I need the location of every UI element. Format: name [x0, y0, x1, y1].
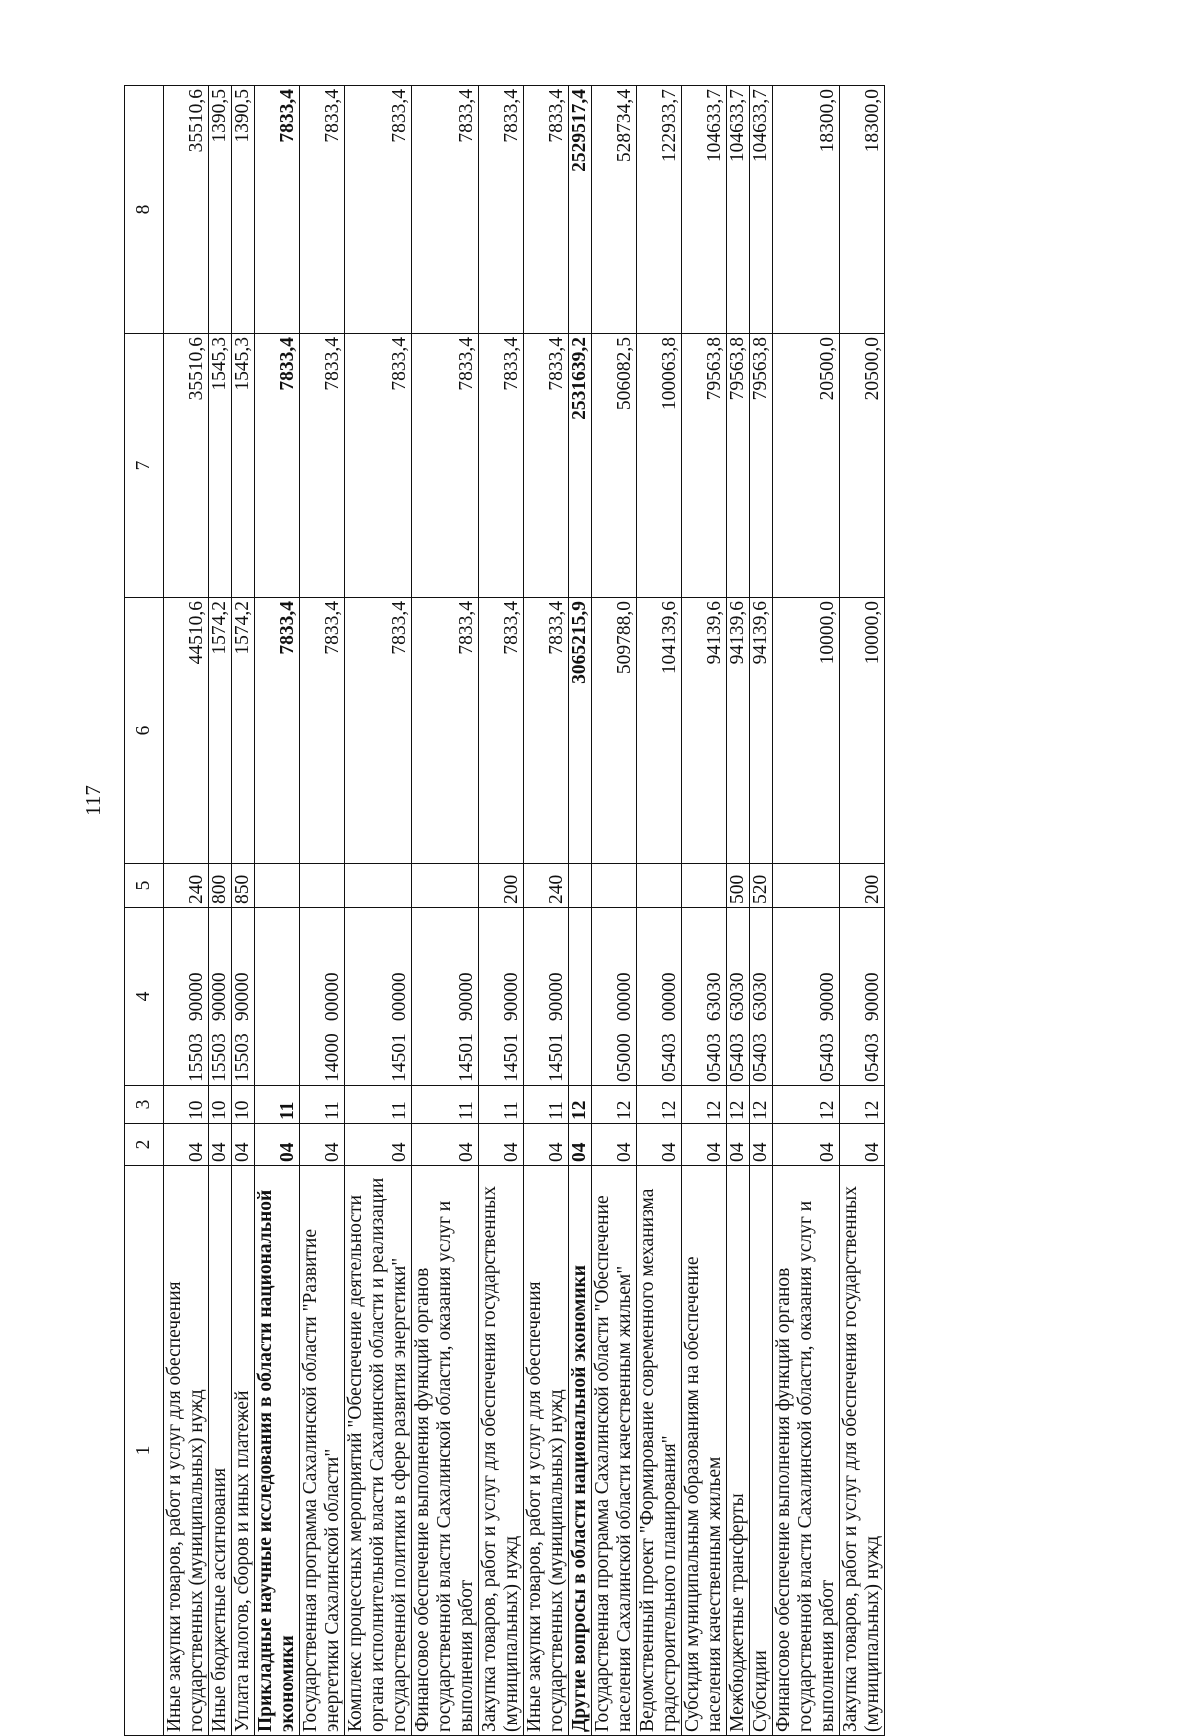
target-article-cell: [637, 908, 682, 1086]
target-article-program: 05000: [614, 1033, 635, 1082]
target-article-program: 15503: [232, 1033, 253, 1082]
target-article-program: 14501: [546, 1033, 567, 1082]
subsection-code-cell: 11: [345, 1086, 412, 1124]
row-name-cell: Субсидии: [750, 1166, 773, 1736]
expense-type-cell: [592, 864, 637, 908]
col-header-4: 4: [125, 908, 164, 1086]
amount-col8-cell: 7833,4: [255, 86, 300, 334]
amount-col8-cell: 18300,0: [840, 86, 885, 334]
amount-col7-cell: 7833,4: [524, 334, 569, 598]
table-row: [773, 86, 840, 1736]
row-name-cell: Финансовое обеспечение выполнения функций органов государственной власти Сахалинской области, оказания услуг и выполнения работ: [412, 1166, 479, 1736]
section-code-cell: 04: [479, 1124, 524, 1166]
expense-type-cell: 240: [524, 864, 569, 908]
amount-col7-cell: 506082,5: [592, 334, 637, 598]
amount-col8-cell: 18300,0: [773, 86, 840, 334]
subsection-code-cell: 10: [209, 1086, 232, 1124]
subsection-code-cell: 11: [300, 1086, 345, 1124]
amount-col8-cell: 122933,7: [637, 86, 682, 334]
col-header-3: 3: [125, 1086, 164, 1124]
amount-col7-cell: 7833,4: [300, 334, 345, 598]
expense-type-cell: 200: [479, 864, 524, 908]
expense-type-cell: [682, 864, 727, 908]
target-article-cell: [750, 908, 773, 1086]
row-name-cell: Закупка товаров, работ и услуг для обеспечения государственных (муниципальных) нужд: [479, 1166, 524, 1736]
col-header-8: 8: [125, 86, 164, 334]
section-code-cell: 04: [300, 1124, 345, 1166]
table-row: [209, 86, 232, 1736]
section-code-cell: 04: [412, 1124, 479, 1166]
row-name-cell: Другие вопросы в области национальной экономики: [569, 1166, 592, 1736]
amount-col7-cell: 2531639,2: [569, 334, 592, 598]
target-article-program: 14501: [456, 1033, 477, 1082]
subsection-code-cell: 12: [727, 1086, 750, 1124]
subsection-code-cell: 11: [524, 1086, 569, 1124]
expense-type-cell: [569, 864, 592, 908]
col-header-1: 1: [125, 1166, 164, 1736]
subsection-code-cell: 11: [479, 1086, 524, 1124]
amount-col7-cell: 7833,4: [345, 334, 412, 598]
section-code-cell: 04: [255, 1124, 300, 1166]
col-header-6: 6: [125, 598, 164, 864]
row-name-cell: Закупка товаров, работ и услуг для обеспечения государственных (муниципальных) нужд: [840, 1166, 885, 1736]
target-article-program: 05403: [659, 1033, 680, 1082]
target-article-direction: 90000: [209, 972, 230, 1022]
target-article-cell: [773, 908, 840, 1086]
amount-col6-cell: 7833,4: [479, 598, 524, 864]
amount-col6-cell: 94139,6: [750, 598, 773, 864]
target-article-program: 05403: [704, 1033, 725, 1082]
expense-type-cell: [300, 864, 345, 908]
col-header-2: 2: [125, 1124, 164, 1166]
row-name-cell: Субсидия муниципальным образованиям на обеспечение населения качественным жильем: [682, 1166, 727, 1736]
amount-col8-cell: 7833,4: [479, 86, 524, 334]
subsection-code-cell: 11: [255, 1086, 300, 1124]
subsection-code-cell: 12: [840, 1086, 885, 1124]
amount-col6-cell: 1574,2: [209, 598, 232, 864]
section-code-cell: 04: [592, 1124, 637, 1166]
section-code-cell: 04: [750, 1124, 773, 1166]
amount-col7-cell: 79563,8: [727, 334, 750, 598]
amount-col6-cell: 3065215,9: [569, 598, 592, 864]
amount-col8-cell: 104633,7: [682, 86, 727, 334]
table-row: [232, 86, 255, 1736]
amount-col8-cell: 528734,4: [592, 86, 637, 334]
target-article-direction: 63030: [727, 972, 748, 1022]
section-code-cell: 04: [524, 1124, 569, 1166]
table-row: [750, 86, 773, 1736]
expense-type-cell: [773, 864, 840, 908]
amount-col6-cell: 7833,4: [345, 598, 412, 864]
table-row: [569, 86, 592, 1736]
amount-col6-cell: 10000,0: [840, 598, 885, 864]
table-row: [255, 86, 300, 1736]
target-article-cell: [524, 908, 569, 1086]
row-name-cell: Прикладные научные исследования в области национальной экономики: [255, 1166, 300, 1736]
amount-col8-cell: 1390,5: [232, 86, 255, 334]
subsection-code-cell: 12: [773, 1086, 840, 1124]
table-row: [164, 86, 209, 1736]
target-article-program: 05403: [727, 1033, 748, 1082]
row-name-cell: Иные закупки товаров, работ и услуг для обеспечения государственных (муниципальных) нужд: [164, 1166, 209, 1736]
table-row: [479, 86, 524, 1736]
target-article-direction: 63030: [704, 972, 725, 1022]
section-code-cell: 04: [840, 1124, 885, 1166]
table-row: [345, 86, 412, 1736]
amount-col7-cell: 7833,4: [412, 334, 479, 598]
amount-col7-cell: 79563,8: [750, 334, 773, 598]
target-article-program: 05403: [817, 1033, 838, 1082]
target-article-cell: [164, 908, 209, 1086]
expense-type-cell: [637, 864, 682, 908]
target-article-direction: 90000: [862, 972, 883, 1022]
row-name-cell: Иные бюджетные ассигнования: [209, 1166, 232, 1736]
expense-type-cell: 200: [840, 864, 885, 908]
amount-col7-cell: 79563,8: [682, 334, 727, 598]
subsection-code-cell: 10: [164, 1086, 209, 1124]
target-article-program: 05403: [862, 1033, 883, 1082]
target-article-direction: 63030: [750, 972, 771, 1022]
amount-col6-cell: 10000,0: [773, 598, 840, 864]
expense-type-cell: [345, 864, 412, 908]
table-row: [300, 86, 345, 1736]
amount-col6-cell: 7833,4: [300, 598, 345, 864]
expense-type-cell: 240: [164, 864, 209, 908]
amount-col7-cell: 1545,3: [232, 334, 255, 598]
row-name-cell: Комплекс процессных мероприятий "Обеспечение деятельности органа исполнительной власти Сахалинской области и реализации государственной политики в сфере развития энергетики": [345, 1166, 412, 1736]
amount-col6-cell: 7833,4: [255, 598, 300, 864]
amount-col6-cell: 104139,6: [637, 598, 682, 864]
amount-col6-cell: 7833,4: [524, 598, 569, 864]
section-code-cell: 04: [773, 1124, 840, 1166]
amount-col8-cell: 1390,5: [209, 86, 232, 334]
target-article-cell: [569, 908, 592, 1086]
amount-col6-cell: 509788,0: [592, 598, 637, 864]
subsection-code-cell: 11: [412, 1086, 479, 1124]
target-article-direction: 90000: [186, 972, 207, 1022]
target-article-direction: 90000: [456, 972, 477, 1022]
row-name-cell: Межбюджетные трансферты: [727, 1166, 750, 1736]
table-row: [840, 86, 885, 1736]
amount-col8-cell: 104633,7: [727, 86, 750, 334]
amount-col7-cell: 20500,0: [840, 334, 885, 598]
target-article-direction: 00000: [614, 972, 635, 1022]
section-code-cell: 04: [232, 1124, 255, 1166]
target-article-direction: 90000: [232, 972, 253, 1022]
amount-col7-cell: 35510,6: [164, 334, 209, 598]
target-article-cell: [209, 908, 232, 1086]
expense-type-cell: 850: [232, 864, 255, 908]
target-article-cell: [727, 908, 750, 1086]
subsection-code-cell: 12: [592, 1086, 637, 1124]
row-name-cell: Государственная программа Сахалинской области "Обеспечение населения Сахалинской области качественным жильем": [592, 1166, 637, 1736]
target-article-cell: [412, 908, 479, 1086]
expense-type-cell: [412, 864, 479, 908]
amount-col7-cell: 7833,4: [479, 334, 524, 598]
target-article-program: 15503: [186, 1033, 207, 1082]
section-code-cell: 04: [569, 1124, 592, 1166]
row-name-cell: Ведомственный проект "Формирование современного механизма градостроительного планирования": [637, 1166, 682, 1736]
expense-type-cell: 500: [727, 864, 750, 908]
amount-col7-cell: 20500,0: [773, 334, 840, 598]
row-name-cell: Уплата налогов, сборов и иных платежей: [232, 1166, 255, 1736]
table-row: [637, 86, 682, 1736]
amount-col8-cell: 7833,4: [345, 86, 412, 334]
expense-type-cell: [255, 864, 300, 908]
section-code-cell: 04: [727, 1124, 750, 1166]
amount-col6-cell: 44510,6: [164, 598, 209, 864]
subsection-code-cell: 12: [637, 1086, 682, 1124]
target-article-cell: [232, 908, 255, 1086]
subsection-code-cell: 12: [682, 1086, 727, 1124]
section-code-cell: 04: [345, 1124, 412, 1166]
subsection-code-cell: 12: [750, 1086, 773, 1124]
col-header-5: 5: [125, 864, 164, 908]
target-article-program: 14501: [389, 1033, 410, 1082]
target-article-cell: [592, 908, 637, 1086]
section-code-cell: 04: [637, 1124, 682, 1166]
header-row: [125, 86, 164, 1736]
row-name-cell: Финансовое обеспечение выполнения функций органов государственной власти Сахалинской области, оказания услуг и выполнения работ: [773, 1166, 840, 1736]
amount-col7-cell: 7833,4: [255, 334, 300, 598]
target-article-program: 05403: [750, 1033, 771, 1082]
target-article-direction: 90000: [546, 972, 567, 1022]
expense-type-cell: 520: [750, 864, 773, 908]
expense-type-cell: 800: [209, 864, 232, 908]
rotated-table-wrapper: [124, 86, 1097, 1736]
section-code-cell: 04: [209, 1124, 232, 1166]
row-name-cell: Иные закупки товаров, работ и услуг для обеспечения государственных (муниципальных) нужд: [524, 1166, 569, 1736]
subsection-code-cell: 10: [232, 1086, 255, 1124]
table-row: [592, 86, 637, 1736]
target-article-program: 14000: [322, 1033, 343, 1082]
target-article-cell: [345, 908, 412, 1086]
page-number: 117: [80, 785, 105, 816]
target-article-direction: 00000: [322, 972, 343, 1022]
amount-col8-cell: 35510,6: [164, 86, 209, 334]
target-article-program: 14501: [501, 1033, 522, 1082]
amount-col6-cell: 1574,2: [232, 598, 255, 864]
subsection-code-cell: 12: [569, 1086, 592, 1124]
table-row: [524, 86, 569, 1736]
target-article-direction: 00000: [389, 972, 410, 1022]
target-article-cell: [300, 908, 345, 1086]
target-article-cell: [840, 908, 885, 1086]
target-article-direction: 90000: [817, 972, 838, 1022]
amount-col8-cell: 104633,7: [750, 86, 773, 334]
target-article-direction: 90000: [501, 972, 522, 1022]
table-row: [412, 86, 479, 1736]
amount-col8-cell: 2529517,4: [569, 86, 592, 334]
target-article-cell: [255, 908, 300, 1086]
budget-table: [124, 85, 885, 1736]
section-code-cell: 04: [164, 1124, 209, 1166]
amount-col8-cell: 7833,4: [300, 86, 345, 334]
amount-col8-cell: 7833,4: [412, 86, 479, 334]
amount-col7-cell: 100063,8: [637, 334, 682, 598]
amount-col8-cell: 7833,4: [524, 86, 569, 334]
amount-col7-cell: 1545,3: [209, 334, 232, 598]
table-row: [682, 86, 727, 1736]
target-article-program: 15503: [209, 1033, 230, 1082]
target-article-direction: 00000: [659, 972, 680, 1022]
amount-col6-cell: 7833,4: [412, 598, 479, 864]
target-article-cell: [682, 908, 727, 1086]
amount-col6-cell: 94139,6: [727, 598, 750, 864]
amount-col6-cell: 94139,6: [682, 598, 727, 864]
col-header-7: 7: [125, 334, 164, 598]
section-code-cell: 04: [682, 1124, 727, 1166]
target-article-cell: [479, 908, 524, 1086]
table-row: [727, 86, 750, 1736]
row-name-cell: Государственная программа Сахалинской области "Развитие энергетики Сахалинской области": [300, 1166, 345, 1736]
